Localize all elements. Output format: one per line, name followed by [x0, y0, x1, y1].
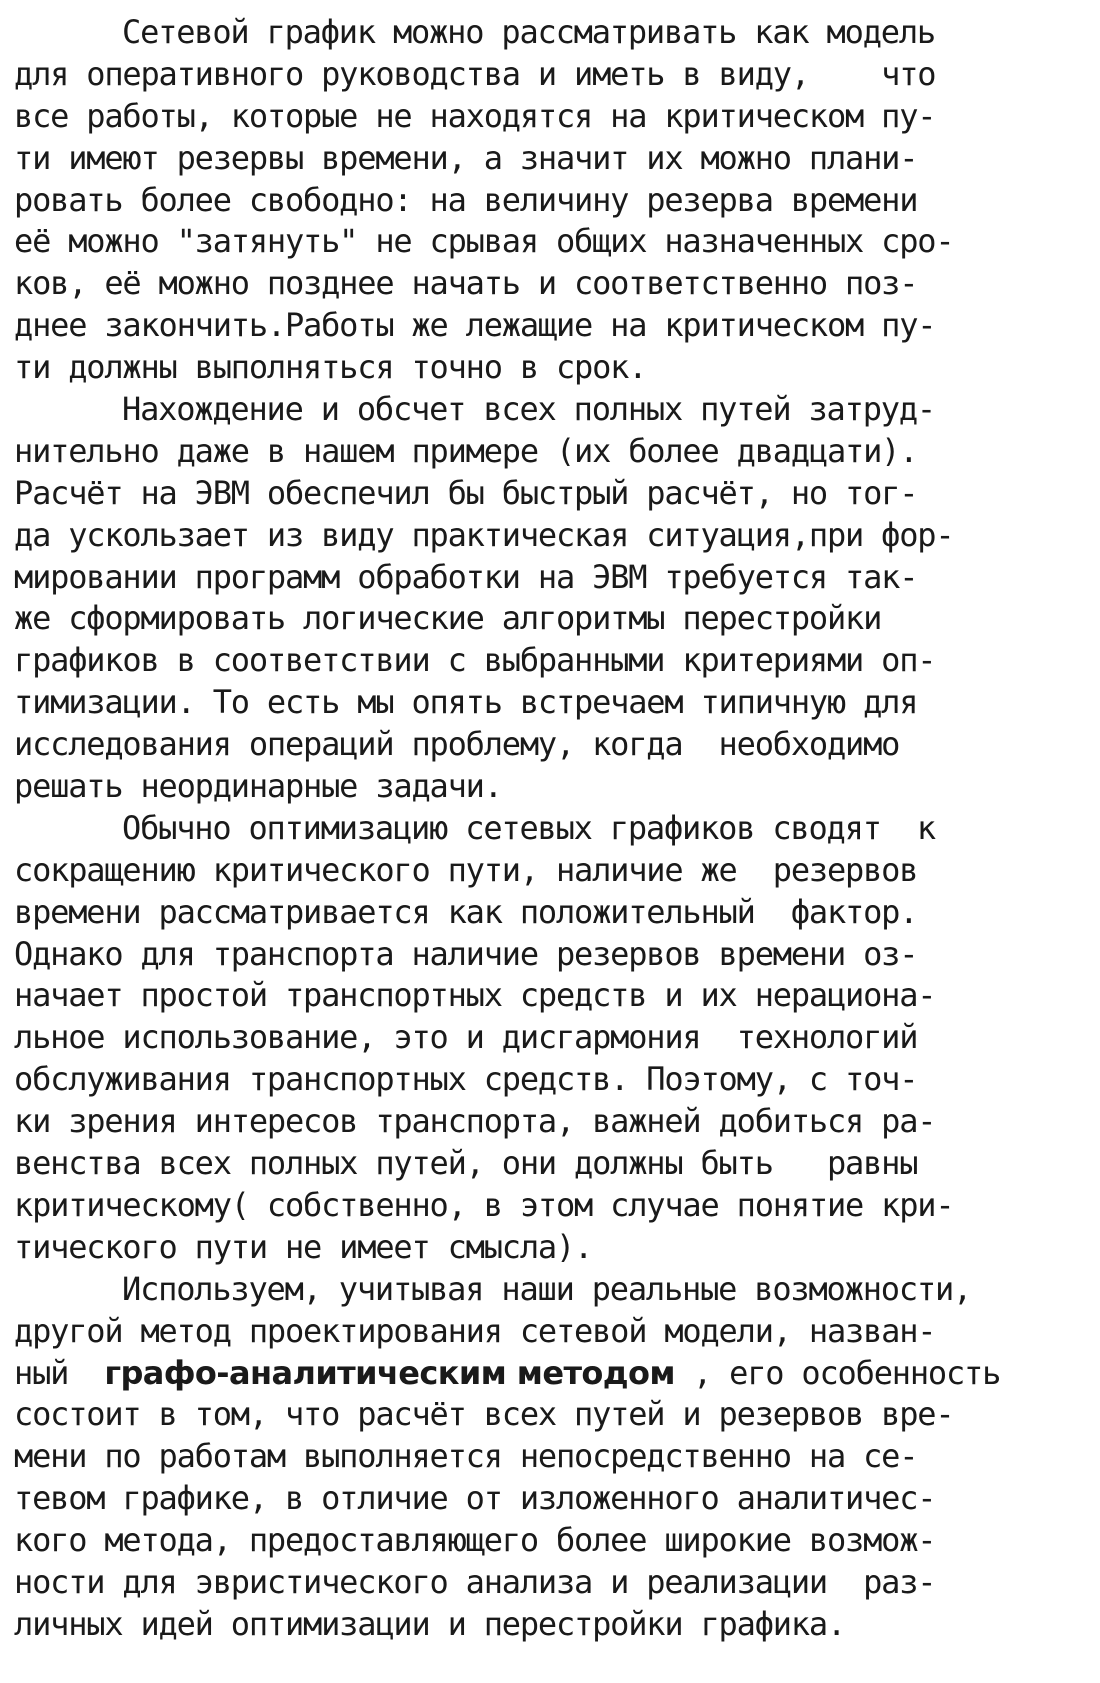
text-line: решать неординарные задачи.	[14, 767, 502, 806]
text-line: мировании программ обработки на ЭВМ требуется так-	[14, 557, 918, 596]
text-line: Однако для транспорта наличие резервов времени оз-	[14, 934, 918, 973]
text-line: Обычно оптимизацию сетевых графиков сводят к	[122, 808, 935, 847]
text-line: кого метода, предоставляющего более широкие возмож-	[14, 1521, 936, 1560]
text-line: другой метод проектирования сетевой модели, назван-	[14, 1311, 936, 1350]
text-line-with-term	[14, 1353, 1086, 1395]
text-line: состоит в том, что расчёт всех путей и резервов вре-	[14, 1395, 954, 1434]
text-line: личных идей оптимизации и перестройки графика.	[14, 1604, 846, 1643]
text-line: графиков в соответствии с выбранными критериями оп-	[14, 641, 936, 680]
text-line: для оперативного руководства и иметь в виду, что	[14, 54, 936, 93]
text-line: тимизации. То есть мы опять встречаем типичную для	[14, 683, 918, 722]
text-line: венства всех полных путей, они должны быть равны	[14, 1144, 918, 1183]
paragraph-3	[14, 808, 1086, 1269]
text-line: днее закончить.Работы же лежащие на критическом пу-	[14, 306, 936, 345]
paragraph-2	[14, 389, 1086, 808]
paragraph-1	[14, 12, 1086, 389]
text-line: ки зрения интересов транспорта, важней добиться ра-	[14, 1102, 936, 1141]
text-line: ков, её можно позднее начать и соответственно поз-	[14, 264, 918, 303]
text-line: ности для эвристического анализа и реализации раз-	[14, 1562, 936, 1601]
text-line: мени по работам выполняется непосредственно на се-	[14, 1437, 918, 1476]
text-line: её можно "затянуть" не срывая общих назначенных сро-	[14, 222, 954, 261]
text-line: начает простой транспортных средств и их нерациона-	[14, 976, 936, 1015]
text-line: тического пути не имеет смысла).	[14, 1227, 593, 1266]
text-line: да ускользает из виду практическая ситуация,при фор-	[14, 515, 954, 554]
text-line: времени рассматривается как положительный фактор.	[14, 892, 918, 931]
text-line: ти должны выполняться точно в срок.	[14, 348, 647, 387]
text-line: все работы, которые не находятся на критическом пу-	[14, 96, 936, 135]
text-line: нительно даже в нашем примере (их более двадцати).	[14, 431, 918, 470]
text-line: тевом графике, в отличие от изложенного аналитичес-	[14, 1479, 936, 1518]
text-line: критическому( собственно, в этом случае понятие кри-	[14, 1185, 954, 1224]
bold-term: графо-аналитическим методом	[104, 1353, 675, 1392]
text-line: исследования операций проблему, когда необходимо	[14, 725, 900, 764]
line-suffix: , его особенность	[674, 1353, 1001, 1392]
text-line: же сформировать логические алгоритмы перестройки	[14, 599, 882, 638]
paragraph-4	[14, 1269, 1086, 1646]
text-line: обслуживания транспортных средств. Поэтому, с точ-	[14, 1060, 918, 1099]
text-line: Расчёт на ЭВМ обеспечил бы быстрый расчёт, но тог-	[14, 473, 918, 512]
line-prefix: ный	[14, 1353, 105, 1392]
text-line: ти имеют резервы времени, а значит их можно плани-	[14, 138, 918, 177]
document-page	[14, 12, 1086, 1677]
text-line: Нахождение и обсчет всех полных путей затруд-	[122, 390, 935, 429]
text-line: Используем, учитывая наши реальные возможности,	[122, 1269, 972, 1308]
text-line: ровать более свободно: на величину резерва времени	[14, 180, 918, 219]
text-line: сокращению критического пути, наличие же резервов	[14, 850, 918, 889]
text-line: льное использование, это и дисгармония технологий	[14, 1018, 918, 1057]
text-line: Сетевой график можно рассматривать как модель	[122, 13, 935, 51]
